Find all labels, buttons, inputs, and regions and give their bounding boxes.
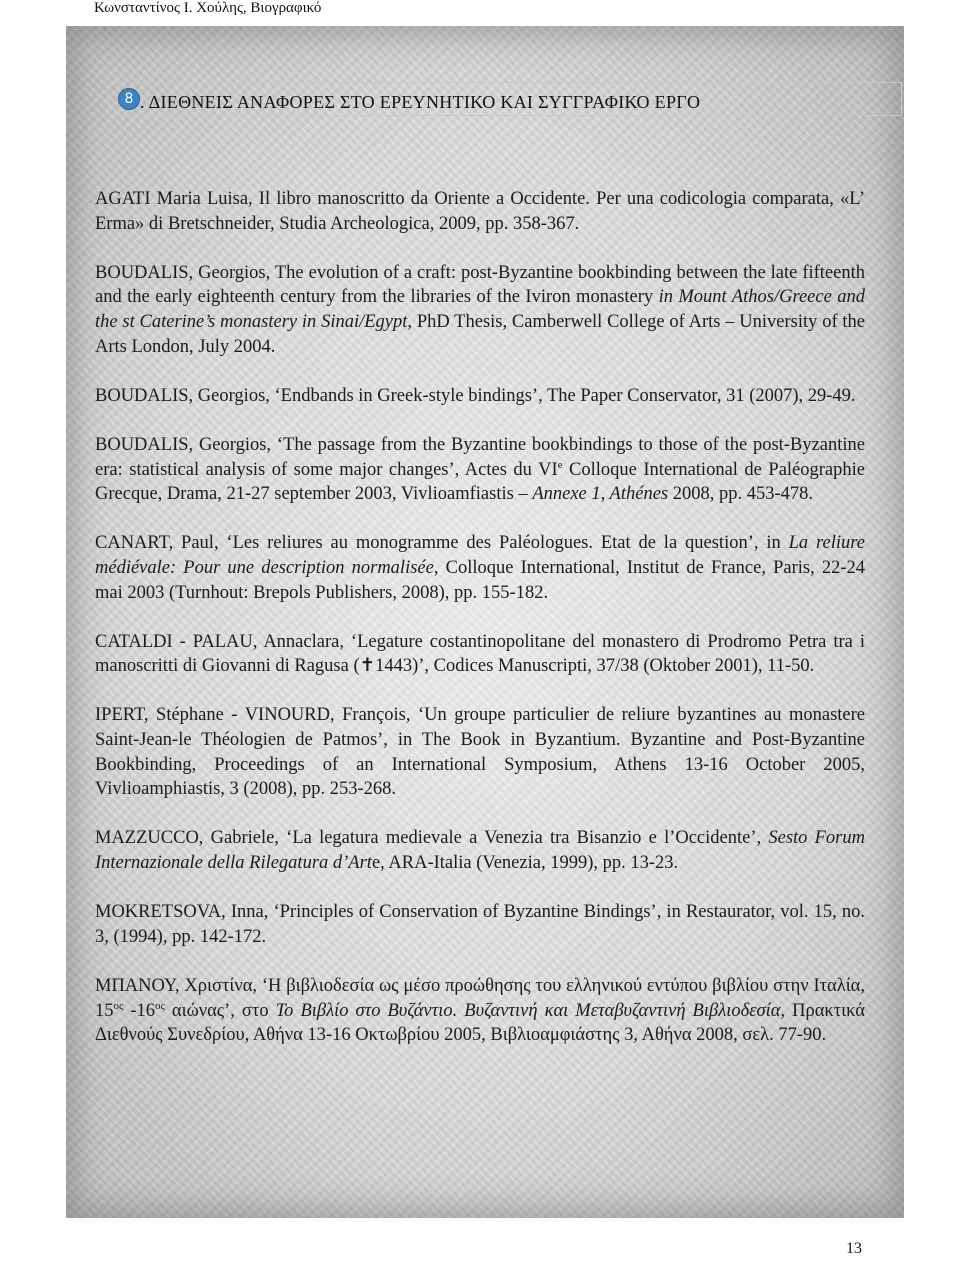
reference-text: e, ARA-Italia (Venezia, 1999), pp. 13-23. bbox=[371, 853, 679, 874]
reference-text: BOUDALIS, Georgios, The evolution of a craft: post-Byzantine bookbinding between the late fifteenth and the early eighteenth century from the libraries of the Iviron monastery bbox=[95, 262, 865, 308]
reference-entry bbox=[95, 900, 865, 949]
reference-text: ΜΠΑΝΟΥ, Χριστίνα, ‘Η βιβλιοδεσία ως μέσο προώθησης του ελληνικού εντύπου βιβλίου στην Ιταλία, 15 bbox=[95, 976, 865, 1021]
reference-entry bbox=[95, 531, 865, 605]
italic-title: Sesto Forum Internazionale della Rilegatura d’Art bbox=[95, 828, 865, 874]
italic-title: La reliure médiévale: Pour une description normalisée bbox=[95, 533, 865, 578]
reference-text: Colloque International de Paléographie Grecque, Drama, 21-27 september 2003, Vivlioamfiastis – bbox=[95, 459, 865, 505]
superscript-text: ος bbox=[113, 999, 124, 1012]
reference-text: AGATI Maria Luisa, Il libro manoscritto da Oriente a Occidente. Per una codicologia comparata, «L’ Erma» di Bretschneider, Studia Archeologica, 2009, pp. 358-367. bbox=[95, 189, 865, 234]
italic-title: in Mount Athos/Greece and the st Caterine’s monastery in Sinai/Egypt bbox=[95, 287, 865, 332]
reference-entry bbox=[95, 187, 865, 236]
reference-text: -16 bbox=[123, 1000, 156, 1021]
reference-text: IPERT, Stéphane - VINOURD, François, ‘Un groupe particulier de reliure byzantines au monastere Saint-Jean-le Théologien de Patmos’, in The Book in Byzantium. Byzantine and Post-Byzantine Bookbinding, Proceedings of an International Symposium, Athens 13-16 October 2005, Vivlioamphiastis, 3 (2008), pp. 253-268. bbox=[95, 705, 865, 800]
reference-text: MAZZUCCO, Gabriele, ‘La legatura medievale a Venezia tra Bisanzio e l’Occidente’, bbox=[95, 828, 769, 849]
reference-text: , PhD Thesis, Camberwell College of Arts – University of the Arts London, July 2004. bbox=[95, 311, 865, 357]
reference-text: BOUDALIS, Georgios, ‘Endbands in Greek-style bindings’, The Paper Conservator, 31 (2007), 29-49. bbox=[95, 385, 856, 406]
reference-entry bbox=[95, 974, 865, 1048]
reference-entry bbox=[95, 384, 865, 409]
reference-text: BOUDALIS, Georgios, ‘The passage from the Byzantine bookbindings to those of the post-Byzantine era: statistical analysis of some major changes’, Actes du VI bbox=[95, 434, 865, 480]
italic-title: Annexe 1, Athénes bbox=[532, 484, 669, 505]
superscript-text: e bbox=[557, 458, 563, 471]
superscript-text: ος bbox=[155, 999, 165, 1012]
reference-text: MOKRETSOVA, Inna, ‘Principles of Conservation of Byzantine Bindings’, in Restaurator, vol. 15, no. 3, (1994), pp. 142-172. bbox=[95, 902, 865, 947]
running-header: Κωνσταντίνος Ι. Χούλης, Βιογραφικό bbox=[94, 0, 322, 16]
reference-text: CANART, Paul, ‘Les reliures au monogramme des Paléologues. Etat de la question’, in bbox=[95, 533, 789, 554]
reference-list bbox=[95, 187, 865, 1072]
reference-text: , Πρακτικά Διεθνούς Συνεδρίου, Αθήνα 13-16 Οκτωβρίου 2005, Βιβλιοαμφιάστης 3, Αθήνα 2008, σελ. 77-90. bbox=[95, 1000, 865, 1046]
section-title: . ΔΙΕΘΝΕΙΣ ΑΝΑΦΟΡΕΣ ΣΤΟ ΕΡΕΥΝΗΤΙΚΟ ΚΑΙ ΣΥΓΓΡΑΦΙΚΟ ΕΡΓΟ bbox=[140, 92, 701, 112]
reference-text: , Colloque International, Institut de France, Paris, 22-24 mai 2003 (Turnhout: Brepols Publishers, 2008), pp. 155-182. bbox=[95, 557, 865, 603]
reference-text: αιώνας’, στο bbox=[164, 1000, 276, 1021]
section-number-badge: 8 bbox=[118, 88, 140, 110]
italic-title: Το Βιβλίο στο Βυζάντιο. Βυζαντινή και Μεταβυζαντινή Βιβλιοδεσία bbox=[275, 1000, 781, 1021]
reference-entry bbox=[95, 703, 865, 801]
reference-entry bbox=[95, 261, 865, 359]
reference-entry bbox=[95, 630, 865, 679]
reference-text: CATALDI - PALAU, Annaclara, ‘Legature costantinopolitane del monastero di Prodromo Petra tra i manoscritti di Giovanni di Ragusa (✝1443)’, Codices Manuscripti, 37/38 (Oktober 2001), 11-50. bbox=[95, 631, 865, 677]
reference-entry bbox=[95, 433, 865, 507]
reference-text: 2008, pp. 453-478. bbox=[668, 484, 814, 505]
page-number: 13 bbox=[846, 1240, 862, 1257]
reference-entry bbox=[95, 826, 865, 875]
